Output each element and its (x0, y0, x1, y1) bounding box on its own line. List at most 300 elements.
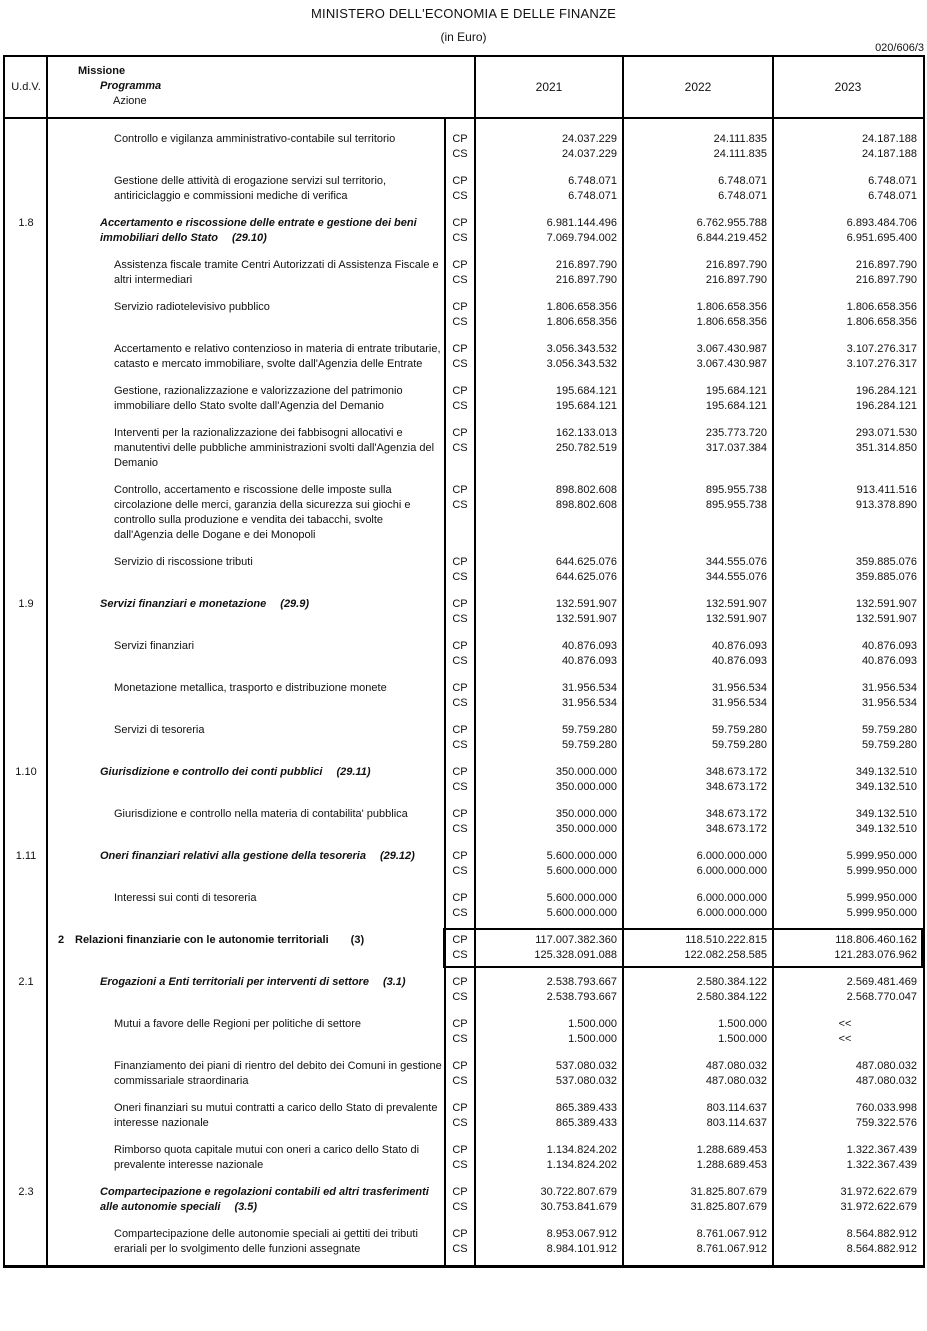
udv-cell (5, 483, 47, 543)
value-cell-2022 (623, 483, 773, 543)
cs-value-2022: 59.759.280 (711, 739, 767, 751)
cs-value-2022: 344.555.076 (705, 571, 767, 583)
cs-value-2023: 132.591.907 (855, 613, 917, 625)
cpcs-cell (445, 597, 475, 627)
cp-value-2021: 898.802.608 (555, 484, 617, 496)
cp-value-2023: 3.107.276.317 (846, 343, 917, 355)
value-cell-2022 (623, 258, 773, 288)
table-row (5, 342, 923, 372)
description-cell (47, 681, 445, 711)
cp-value-2022: 348.673.172 (705, 766, 767, 778)
value-cell-2023 (773, 1017, 923, 1047)
cs-label: CS (452, 442, 468, 454)
description-text: Relazioni finanziarie con le autonomie territoriali (75, 934, 329, 946)
cs-value-2021: 350.000.000 (555, 823, 617, 835)
value-cell-2023 (773, 300, 923, 330)
udv-cell (5, 426, 47, 471)
cp-value-2022: 31.956.534 (711, 682, 767, 694)
description-text: Giurisdizione e controllo dei conti pubblici (100, 766, 323, 778)
description-cell (47, 384, 445, 414)
cs-value-2022: 1.288.689.453 (696, 1159, 767, 1171)
column-divider (772, 57, 774, 117)
description-cell (47, 1017, 445, 1047)
value-cell-2021 (475, 555, 623, 585)
currency-note: (in Euro) (440, 30, 487, 44)
cp-value-2023: 2.569.481.469 (846, 976, 917, 988)
cp-value-2021: 132.591.907 (555, 598, 617, 610)
value-cell-2022 (623, 681, 773, 711)
missione-number: 2 (58, 934, 65, 946)
cs-label: CS (452, 358, 468, 370)
cp-label: CP (452, 1186, 468, 1198)
description-cell (47, 555, 445, 585)
table-row (5, 681, 923, 711)
cp-value-2022: 3.067.430.987 (696, 343, 767, 355)
description-cell (47, 483, 445, 543)
cp-value-2022: 6.000.000.000 (696, 892, 767, 904)
cs-value-2023: 59.759.280 (861, 739, 917, 751)
description-text: Gestione, razionalizzazione e valorizzazione del patrimonio immobiliare dello Stato svolte dall'Agenzia del Demanio (114, 385, 403, 412)
value-cell-2021 (475, 1017, 623, 1047)
cs-value-2022: 317.037.384 (705, 442, 767, 454)
table-row (5, 216, 923, 246)
cp-label: CP (452, 766, 468, 778)
description-cell (47, 300, 445, 330)
cs-label: CS (452, 274, 468, 286)
value-cell-2022 (623, 174, 773, 204)
table-row (5, 1059, 923, 1089)
value-cell-2022 (623, 933, 773, 963)
table-row (5, 1185, 923, 1215)
cp-value-2022: 348.673.172 (705, 808, 767, 820)
value-cell-2021 (475, 258, 623, 288)
cpcs-cell (445, 384, 475, 414)
cs-value-2021: 31.956.534 (561, 697, 617, 709)
cp-label: CP (452, 1018, 468, 1030)
udv-cell (5, 384, 47, 414)
value-cell-2021 (475, 849, 623, 879)
cp-value-2021: 1.500.000 (568, 1018, 617, 1030)
cs-label: CS (452, 571, 468, 583)
cp-label: CP (452, 1060, 468, 1072)
description-cell (47, 723, 445, 753)
udv-cell (5, 639, 47, 669)
value-cell-2022 (623, 384, 773, 414)
cp-value-2022: 24.111.835 (713, 133, 767, 145)
cs-value-2023: 5.999.950.000 (846, 907, 917, 919)
udv-cell (5, 132, 47, 162)
cp-label: CP (452, 175, 468, 187)
cp-value-2021: 5.600.000.000 (546, 850, 617, 862)
cp-value-2023: 31.972.622.679 (840, 1186, 917, 1198)
cp-value-2021: 195.684.121 (555, 385, 617, 397)
cpcs-cell (445, 1101, 475, 1131)
cpcs-cell (445, 639, 475, 669)
cp-value-2023: 293.071.530 (855, 427, 917, 439)
cpcs-cell (445, 483, 475, 543)
table-row (5, 258, 923, 288)
cp-value-2022: 1.288.689.453 (696, 1144, 767, 1156)
cpcs-cell (445, 426, 475, 471)
cs-value-2023: 8.564.882.912 (846, 1243, 917, 1255)
value-cell-2023 (773, 639, 923, 669)
value-cell-2023 (773, 555, 923, 585)
description-cell (47, 849, 445, 879)
value-cell-2023 (773, 1227, 923, 1257)
description-text: Gestione delle attività di erogazione servizi sul territorio, antiriciclaggio e commissioni mediche di verifica (114, 175, 387, 202)
cs-value-2022: 31.956.534 (711, 697, 767, 709)
cs-value-2022: 803.114.637 (706, 1117, 767, 1129)
description-cell (47, 342, 445, 372)
cs-value-2023: 1.322.367.439 (846, 1159, 917, 1171)
description-cell (47, 1227, 445, 1257)
column-divider (46, 57, 48, 117)
value-cell-2023 (773, 483, 923, 543)
cp-value-2023: 132.591.907 (855, 598, 917, 610)
cp-label: CP (452, 1228, 468, 1240)
cs-value-2022: 6.748.071 (718, 190, 767, 202)
table-row (5, 597, 923, 627)
description-text: Accertamento e relativo contenzioso in materia di entrate tributarie, catasto e mercato immobiliare, svolte dall'Agenzia delle Entrate (114, 343, 441, 370)
table-row (5, 483, 923, 543)
value-cell-2023 (773, 216, 923, 246)
cp-value-2022: 895.955.738 (705, 484, 767, 496)
cp-value-2021: 8.953.067.912 (546, 1228, 617, 1240)
value-cell-2022 (623, 426, 773, 471)
cpcs-cell (445, 1017, 475, 1047)
cs-value-2021: 1.806.658.356 (546, 316, 617, 328)
udv-cell: 2.1 (18, 976, 34, 988)
table-body (5, 119, 923, 1265)
udv-cell (5, 174, 47, 204)
cs-label: CS (452, 781, 468, 793)
value-cell-2022 (623, 342, 773, 372)
cp-value-2021: 1.134.824.202 (546, 1144, 617, 1156)
cp-value-2021: 6.981.144.496 (546, 217, 617, 229)
reference-code: (29.12) (379, 850, 415, 862)
budget-table (3, 55, 925, 1268)
value-cell-2021 (475, 807, 623, 837)
cp-value-2022: 40.876.093 (711, 640, 767, 652)
header-programma: Programma (100, 80, 162, 92)
description-cell (47, 1059, 445, 1089)
table-row (5, 975, 923, 1005)
cp-value-2023: << (838, 1018, 852, 1030)
value-cell-2023 (773, 258, 923, 288)
cp-value-2021: 350.000.000 (555, 808, 617, 820)
cs-value-2021: 6.748.071 (568, 190, 617, 202)
value-cell-2022 (623, 132, 773, 162)
value-cell-2023 (773, 174, 923, 204)
value-cell-2021 (475, 891, 623, 921)
description-text: Servizio radiotelevisivo pubblico (114, 301, 270, 313)
table-header (5, 57, 923, 119)
cpcs-cell (445, 723, 475, 753)
cpcs-cell (445, 1059, 475, 1089)
description-text: Compartecipazione delle autonomie speciali ai gettiti dei tributi erariali per lo svolgimento delle funzioni assegnate (114, 1228, 418, 1255)
cs-value-2022: 24.111.835 (713, 148, 767, 160)
cp-value-2021: 216.897.790 (555, 259, 617, 271)
description-cell (47, 639, 445, 669)
cs-label: CS (452, 823, 468, 835)
cp-label: CP (452, 343, 468, 355)
cp-label: CP (452, 301, 468, 313)
cp-value-2022: 2.580.384.122 (696, 976, 767, 988)
cs-value-2021: 132.591.907 (555, 613, 617, 625)
cp-value-2022: 195.684.121 (705, 385, 767, 397)
cp-label: CP (452, 217, 468, 229)
value-cell-2021 (475, 426, 623, 471)
value-cell-2021 (475, 384, 623, 414)
cs-label: CS (452, 316, 468, 328)
cs-label: CS (452, 232, 468, 244)
cp-value-2022: 235.773.720 (705, 427, 767, 439)
cs-value-2023: 351.314.850 (855, 442, 917, 454)
cs-label: CS (452, 499, 468, 511)
value-cell-2022 (623, 1185, 773, 1215)
cp-label: CP (452, 1102, 468, 1114)
cs-label: CS (452, 697, 468, 709)
value-cell-2022 (623, 849, 773, 879)
value-cell-2021 (475, 342, 623, 372)
value-cell-2021 (475, 174, 623, 204)
cs-value-2022: 895.955.738 (705, 499, 767, 511)
cp-value-2022: 132.591.907 (705, 598, 767, 610)
value-cell-2023 (773, 1101, 923, 1131)
value-cell-2021 (475, 597, 623, 627)
description-cell (47, 426, 445, 471)
cp-value-2021: 5.600.000.000 (546, 892, 617, 904)
cp-label: CP (452, 1144, 468, 1156)
udv-cell (5, 555, 47, 585)
cp-value-2023: 760.033.998 (855, 1102, 917, 1114)
udv-cell (5, 1143, 47, 1173)
cs-value-2021: 350.000.000 (555, 781, 617, 793)
cpcs-cell (445, 1185, 475, 1215)
cs-label: CS (452, 949, 468, 961)
cpcs-cell (445, 342, 475, 372)
udv-cell: 1.8 (18, 217, 34, 229)
cs-value-2021: 216.897.790 (555, 274, 617, 286)
cs-label: CS (452, 400, 468, 412)
cp-value-2021: 865.389.433 (555, 1102, 617, 1114)
cs-value-2021: 5.600.000.000 (546, 907, 617, 919)
value-cell-2022 (623, 597, 773, 627)
cs-label: CS (452, 1243, 468, 1255)
cpcs-cell (445, 258, 475, 288)
value-cell-2023 (773, 426, 923, 471)
cs-value-2022: 487.080.032 (705, 1075, 767, 1087)
value-cell-2022 (623, 1143, 773, 1173)
value-cell-2023 (773, 384, 923, 414)
description-cell (47, 765, 445, 795)
cs-value-2022: 1.500.000 (718, 1033, 767, 1045)
table-row (5, 300, 923, 330)
cp-label: CP (452, 724, 468, 736)
description-text: Servizi di tesoreria (114, 724, 205, 736)
cs-value-2021: 644.625.076 (555, 571, 617, 583)
udv-cell (5, 681, 47, 711)
cp-value-2021: 30.722.807.679 (540, 1186, 617, 1198)
table-row (5, 807, 923, 837)
description-cell (47, 807, 445, 837)
description-cell (47, 933, 445, 963)
cs-value-2023: 3.107.276.317 (846, 358, 917, 370)
cs-value-2021: 59.759.280 (561, 739, 617, 751)
cs-value-2023: 759.322.576 (855, 1117, 917, 1129)
cp-value-2023: 6.893.484.706 (846, 217, 917, 229)
value-cell-2021 (475, 1059, 623, 1089)
cs-value-2023: 216.897.790 (855, 274, 917, 286)
cs-value-2022: 2.580.384.122 (696, 991, 767, 1003)
column-divider (474, 57, 476, 117)
cp-value-2021: 6.748.071 (568, 175, 617, 187)
description-cell (47, 258, 445, 288)
value-cell-2022 (623, 1059, 773, 1089)
value-cell-2023 (773, 597, 923, 627)
cp-label: CP (452, 976, 468, 988)
cp-value-2021: 117.007.382.360 (535, 934, 617, 946)
cs-label: CS (452, 1159, 468, 1171)
table-row (5, 384, 923, 414)
cpcs-cell (445, 849, 475, 879)
cs-value-2022: 6.000.000.000 (696, 907, 767, 919)
cp-value-2023: 359.885.076 (855, 556, 917, 568)
value-cell-2023 (773, 723, 923, 753)
cs-value-2021: 1.500.000 (568, 1033, 617, 1045)
cs-value-2023: 2.568.770.047 (846, 991, 917, 1003)
cpcs-cell (445, 216, 475, 246)
value-cell-2021 (475, 1227, 623, 1257)
value-cell-2023 (773, 891, 923, 921)
cs-value-2021: 3.056.343.532 (546, 358, 617, 370)
udv-cell: 1.9 (18, 598, 34, 610)
value-cell-2022 (623, 216, 773, 246)
cp-value-2022: 487.080.032 (705, 1060, 767, 1072)
cs-value-2022: 1.806.658.356 (696, 316, 767, 328)
cpcs-cell (445, 1143, 475, 1173)
cp-value-2023: 40.876.093 (861, 640, 917, 652)
cp-value-2021: 24.037.229 (561, 133, 617, 145)
table-row (5, 555, 923, 585)
cp-label: CP (452, 808, 468, 820)
cp-value-2021: 31.956.534 (561, 682, 617, 694)
value-cell-2023 (773, 975, 923, 1005)
value-cell-2021 (475, 216, 623, 246)
cpcs-cell (445, 174, 475, 204)
reference-code: (3.1) (382, 976, 406, 988)
cp-label: CP (452, 133, 468, 145)
udv-cell (5, 1227, 47, 1257)
value-cell-2023 (773, 1059, 923, 1089)
value-cell-2021 (475, 933, 623, 963)
cp-label: CP (452, 640, 468, 652)
table-row (5, 723, 923, 753)
table-row (5, 132, 923, 162)
cp-value-2021: 2.538.793.667 (546, 976, 617, 988)
description-text: Servizio di riscossione tributi (114, 556, 253, 568)
description-text: Giurisdizione e controllo nella materia di contabilita' pubblica (114, 808, 408, 820)
cpcs-cell (445, 1227, 475, 1257)
description-text: Oneri finanziari su mutui contratti a carico dello Stato di prevalente interesse nazionale (114, 1102, 438, 1129)
cp-value-2023: 5.999.950.000 (846, 850, 917, 862)
cs-value-2021: 40.876.093 (561, 655, 617, 667)
cp-value-2022: 803.114.637 (706, 1102, 767, 1114)
description-text: Monetazione metallica, trasporto e distribuzione monete (114, 682, 387, 694)
value-cell-2022 (623, 723, 773, 753)
description-cell (47, 174, 445, 204)
cs-value-2021: 8.984.101.912 (546, 1243, 617, 1255)
cs-label: CS (452, 1117, 468, 1129)
doc-code: 020/606/3 (875, 42, 924, 54)
value-cell-2021 (475, 639, 623, 669)
udv-cell (5, 723, 47, 753)
cs-value-2023: 40.876.093 (861, 655, 917, 667)
cp-value-2023: 8.564.882.912 (846, 1228, 917, 1240)
cs-value-2021: 898.802.608 (555, 499, 617, 511)
cs-value-2021: 537.080.032 (555, 1075, 617, 1087)
cpcs-cell (445, 933, 475, 963)
description-cell (47, 1185, 445, 1215)
value-cell-2021 (475, 1101, 623, 1131)
cs-value-2021: 865.389.433 (555, 1117, 617, 1129)
cp-value-2022: 1.806.658.356 (696, 301, 767, 313)
value-cell-2022 (623, 975, 773, 1005)
description-cell (47, 216, 445, 246)
table-row (5, 426, 923, 471)
udv-cell (5, 342, 47, 372)
value-cell-2022 (623, 1101, 773, 1131)
cs-value-2023: << (838, 1033, 852, 1045)
cpcs-cell (445, 300, 475, 330)
description-text: Servizi finanziari (114, 640, 195, 652)
value-cell-2023 (773, 132, 923, 162)
value-cell-2022 (623, 555, 773, 585)
cp-label: CP (452, 556, 468, 568)
cs-value-2023: 359.885.076 (855, 571, 917, 583)
value-cell-2022 (623, 891, 773, 921)
cp-value-2021: 350.000.000 (555, 766, 617, 778)
cp-value-2022: 118.510.222.815 (685, 934, 767, 946)
cpcs-cell (445, 975, 475, 1005)
cp-label: CP (452, 934, 468, 946)
cs-value-2023: 349.132.510 (855, 823, 917, 835)
cs-value-2023: 6.951.695.400 (846, 232, 917, 244)
cp-value-2022: 31.825.807.679 (690, 1186, 767, 1198)
table-row (5, 1017, 923, 1047)
cs-value-2021: 30.753.841.679 (540, 1201, 617, 1213)
cs-value-2022: 8.761.067.912 (696, 1243, 767, 1255)
cs-value-2023: 24.187.188 (861, 148, 917, 160)
cs-label: CS (452, 190, 468, 202)
cp-label: CP (452, 892, 468, 904)
description-text: Controllo e vigilanza amministrativo-contabile sul territorio (114, 133, 396, 145)
cs-label: CS (452, 907, 468, 919)
description-cell (47, 891, 445, 921)
value-cell-2023 (773, 1185, 923, 1215)
value-cell-2021 (475, 765, 623, 795)
cp-value-2022: 216.897.790 (705, 259, 767, 271)
cp-value-2023: 196.284.121 (855, 385, 917, 397)
column-divider (622, 57, 624, 117)
description-cell (47, 597, 445, 627)
table-row (5, 1227, 923, 1257)
value-cell-2023 (773, 765, 923, 795)
cs-value-2022: 216.897.790 (705, 274, 767, 286)
description-text: Mutui a favore delle Regioni per politiche di settore (114, 1018, 362, 1030)
cs-value-2022: 348.673.172 (705, 823, 767, 835)
cp-value-2023: 913.411.516 (856, 484, 917, 496)
